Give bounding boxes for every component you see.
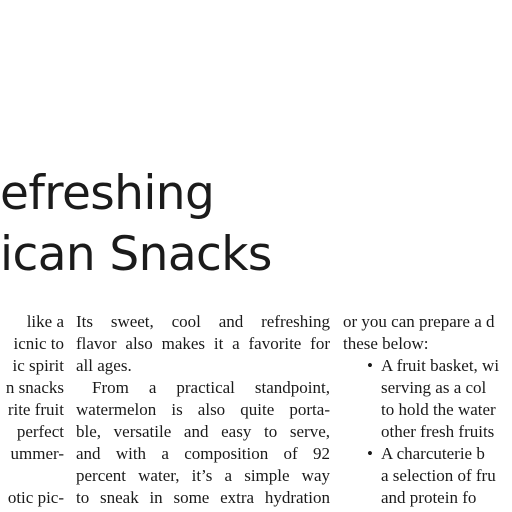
body-text-line: icnic to bbox=[13, 334, 64, 353]
body-text-line: to sneak in some extra hydration bbox=[76, 488, 330, 507]
body-text-line: otic pic- bbox=[7, 488, 64, 507]
body-text-line: to hold the water bbox=[381, 400, 496, 419]
body-text-line: ic spirit bbox=[12, 356, 64, 375]
body-text-line: like a bbox=[26, 312, 64, 331]
body-text-line bbox=[0, 465, 64, 487]
body-text-line: other fresh fruits bbox=[381, 422, 495, 441]
article-title-line-1: efreshing bbox=[0, 166, 215, 221]
body-text-line: n snacks bbox=[5, 378, 64, 397]
bullet-list-item bbox=[343, 355, 512, 443]
body-text-line: perfect bbox=[16, 422, 64, 441]
body-text-line: and protein fo bbox=[381, 488, 477, 507]
body-text-line: From a practical standpoint, bbox=[92, 378, 330, 397]
article-title-line-2: ican Snacks bbox=[0, 227, 272, 282]
body-text-line: and with a composition of 92 bbox=[76, 444, 330, 463]
text-column-3 bbox=[343, 311, 512, 509]
body-text-line: all ages. bbox=[76, 356, 132, 375]
body-text-line: flavor also makes it a favorite for bbox=[76, 334, 330, 353]
text-column-2 bbox=[76, 311, 330, 509]
text-column-1 bbox=[0, 311, 64, 509]
body-text-line: a selection of fru bbox=[381, 466, 496, 485]
body-text-line: Its sweet, cool and refreshing bbox=[76, 312, 330, 331]
body-text-line: serving as a col bbox=[381, 378, 487, 397]
body-text-line: A charcuterie b bbox=[381, 444, 485, 463]
body-text-line: rite fruit bbox=[7, 400, 64, 419]
body-text-line: ble, versatile and easy to serve, bbox=[76, 422, 330, 441]
bullet-dot-icon: • bbox=[367, 356, 373, 375]
body-text-line: or you can prepare a d bbox=[343, 312, 495, 331]
bullet-list-item bbox=[343, 443, 512, 509]
body-text-line: these below: bbox=[343, 334, 429, 353]
body-text-line: percent water, it’s a simple way bbox=[76, 466, 330, 485]
body-text-line: A fruit basket, wi bbox=[381, 356, 500, 375]
body-text-line: watermelon is also quite porta- bbox=[76, 400, 330, 419]
body-text-line: ummer- bbox=[10, 444, 64, 463]
bullet-dot-icon: • bbox=[367, 444, 373, 463]
